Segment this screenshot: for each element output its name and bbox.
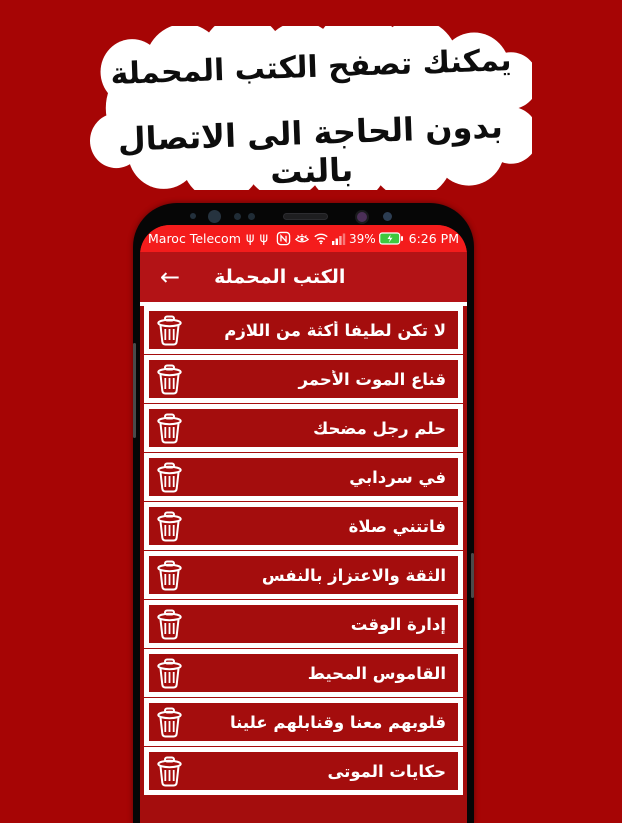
book-list-item[interactable] — [144, 600, 463, 648]
trash-icon — [156, 609, 183, 640]
book-title-label: في سردابي — [349, 467, 446, 487]
app-bar — [140, 252, 467, 302]
trash-icon — [156, 560, 183, 591]
book-title-label: القاموس المحيط — [307, 663, 446, 683]
trash-icon — [156, 707, 183, 738]
book-title-label: حكايات الموتى — [327, 761, 446, 781]
proximity-sensor-icon — [190, 213, 196, 219]
delete-book-button[interactable] — [156, 707, 183, 738]
book-title-label: قلوبهم معنا وقنابلهم علينا — [229, 712, 446, 732]
battery-percent-label: 39% — [348, 231, 376, 246]
trash-icon — [156, 315, 183, 346]
usb-icon: ψ — [259, 231, 269, 246]
earpiece-speaker — [283, 213, 328, 220]
delete-book-button[interactable] — [156, 560, 183, 591]
smart-stay-eye-icon — [294, 232, 310, 245]
delete-book-button[interactable] — [156, 364, 183, 395]
book-list-item[interactable] — [144, 649, 463, 697]
delete-book-button[interactable] — [156, 462, 183, 493]
book-list-item[interactable] — [144, 698, 463, 746]
trash-icon — [156, 658, 183, 689]
book-title-label: قناع الموت الأحمر — [298, 369, 446, 389]
trash-icon — [156, 511, 183, 542]
delete-book-button[interactable] — [156, 511, 183, 542]
sensor-dot-icon — [248, 213, 255, 220]
delete-book-button[interactable] — [156, 756, 183, 787]
book-list-item[interactable] — [144, 453, 463, 501]
delete-book-button[interactable] — [156, 609, 183, 640]
trash-icon — [156, 756, 183, 787]
book-title-label: لا تكن لطيفا أكثة من اللازم — [224, 320, 446, 340]
book-title-label: إدارة الوقت — [350, 614, 446, 634]
delete-book-button[interactable] — [156, 658, 183, 689]
front-camera-icon — [355, 210, 369, 224]
back-arrow-icon[interactable]: ← — [156, 263, 184, 291]
volume-button — [133, 343, 136, 438]
delete-book-button[interactable] — [156, 315, 183, 346]
book-list-item[interactable] — [144, 306, 463, 354]
book-title-label: فاتتني صلاة — [348, 516, 446, 536]
status-bar — [140, 225, 467, 252]
trash-icon — [156, 462, 183, 493]
signal-strength-icon — [332, 232, 346, 245]
battery-charging-icon — [379, 232, 403, 245]
led-indicator-icon — [383, 212, 392, 221]
phone-screen — [140, 225, 467, 823]
book-list-item[interactable] — [144, 404, 463, 452]
trash-icon — [156, 413, 183, 444]
banner-line-2: بدون الحاجة الى الاتصال بالنت — [117, 107, 504, 192]
carrier-label: Maroc Telecom — [148, 231, 241, 246]
trash-icon — [156, 364, 183, 395]
delete-book-button[interactable] — [156, 413, 183, 444]
power-button — [471, 553, 474, 598]
book-list-item[interactable] — [144, 502, 463, 550]
wifi-icon — [313, 232, 329, 245]
book-title-label: الثقة والاعتزاز بالنفس — [261, 565, 446, 585]
page-title: الكتب المحملة — [214, 266, 346, 288]
book-list-item[interactable] — [144, 355, 463, 403]
banner-line-1: يمكنك تصفح الكتب المحملة — [109, 43, 513, 92]
book-title-label: حلم رجل مضحك — [313, 418, 446, 438]
usb-icon: ψ — [245, 231, 255, 246]
nfc-icon — [276, 231, 291, 246]
phone-frame — [133, 203, 474, 823]
iris-camera-icon — [208, 210, 221, 223]
clock-label: 6:26 PM — [408, 231, 459, 246]
book-list-item[interactable] — [144, 551, 463, 599]
sensor-dot-icon — [234, 213, 241, 220]
book-list — [140, 302, 467, 795]
promo-banner — [90, 26, 532, 190]
book-list-item[interactable] — [144, 747, 463, 795]
